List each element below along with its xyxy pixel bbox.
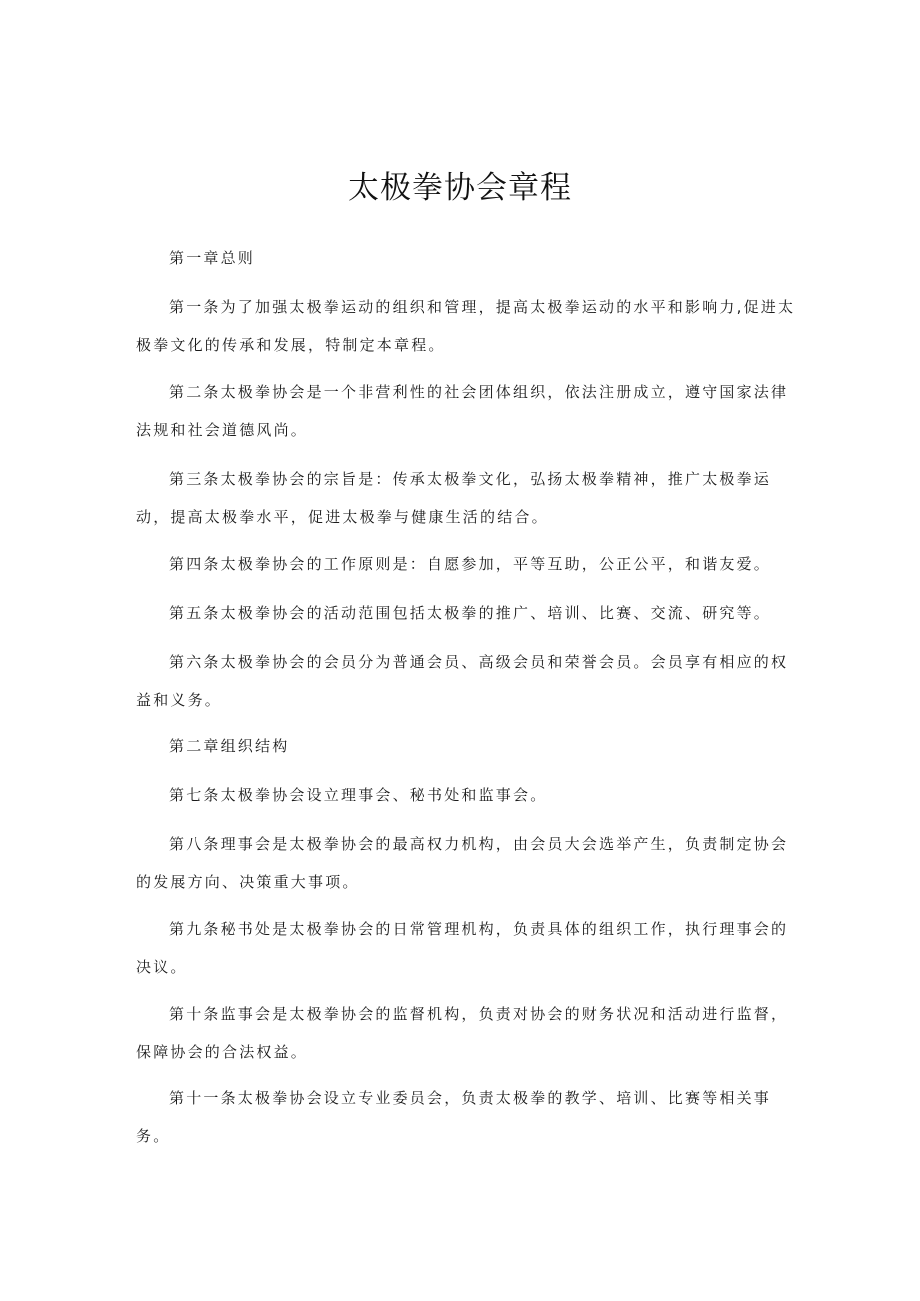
article-5: 第五条太极拳协会的活动范围包括太极拳的推广、培训、比赛、交流、研究等。 bbox=[169, 604, 772, 622]
article-6: 第六条太极拳协会的会员分为普通会员、高级会员和荣誉会员。会员享有相应的权益和义务。 bbox=[136, 653, 789, 709]
article-7: 第七条太极拳协会设立理事会、秘书处和监事会。 bbox=[169, 786, 548, 804]
article-4: 第四条太极拳协会的工作原则是：自愿参加，平等互助，公正公平，和谐友爱。 bbox=[169, 555, 772, 573]
article-2: 第二条太极拳协会是一个非营利性的社会团体组织，依法注册成立，遵守国家法律法规和社会道德风尚。 bbox=[136, 383, 789, 439]
article-9: 第九条秘书处是太极拳协会的日常管理机构，负责具体的组织工作，执行理事会的决议。 bbox=[136, 920, 789, 976]
article-8: 第八条理事会是太极拳协会的最高权力机构，由会员大会选举产生，负责制定协会的发展方向、决策重大事项。 bbox=[136, 835, 789, 891]
chapter-2-heading: 第二章组织结构 bbox=[169, 737, 290, 755]
article-11: 第十一条太极拳协会设立专业委员会，负责太极拳的教学、培训、比赛等相关事务。 bbox=[136, 1089, 772, 1145]
article-3: 第三条太极拳协会的宗旨是：传承太极拳文化，弘扬太极拳精神，推广太极拳运动，提高太极拳水平，促进太极拳与健康生活的结合。 bbox=[136, 470, 772, 526]
chapter-1-heading: 第一章总则 bbox=[169, 249, 256, 267]
article-10: 第十条监事会是太极拳协会的监督机构，负责对协会的财务状况和活动进行监督，保障协会的合法权益。 bbox=[136, 1005, 789, 1061]
article-1: 第一条为了加强太极拳运动的组织和管理，提高太极拳运动的水平和影响力,促进太极拳文化的传承和发展，特制定本章程。 bbox=[136, 298, 796, 354]
document-title: 太极拳协会章程 bbox=[348, 170, 572, 206]
